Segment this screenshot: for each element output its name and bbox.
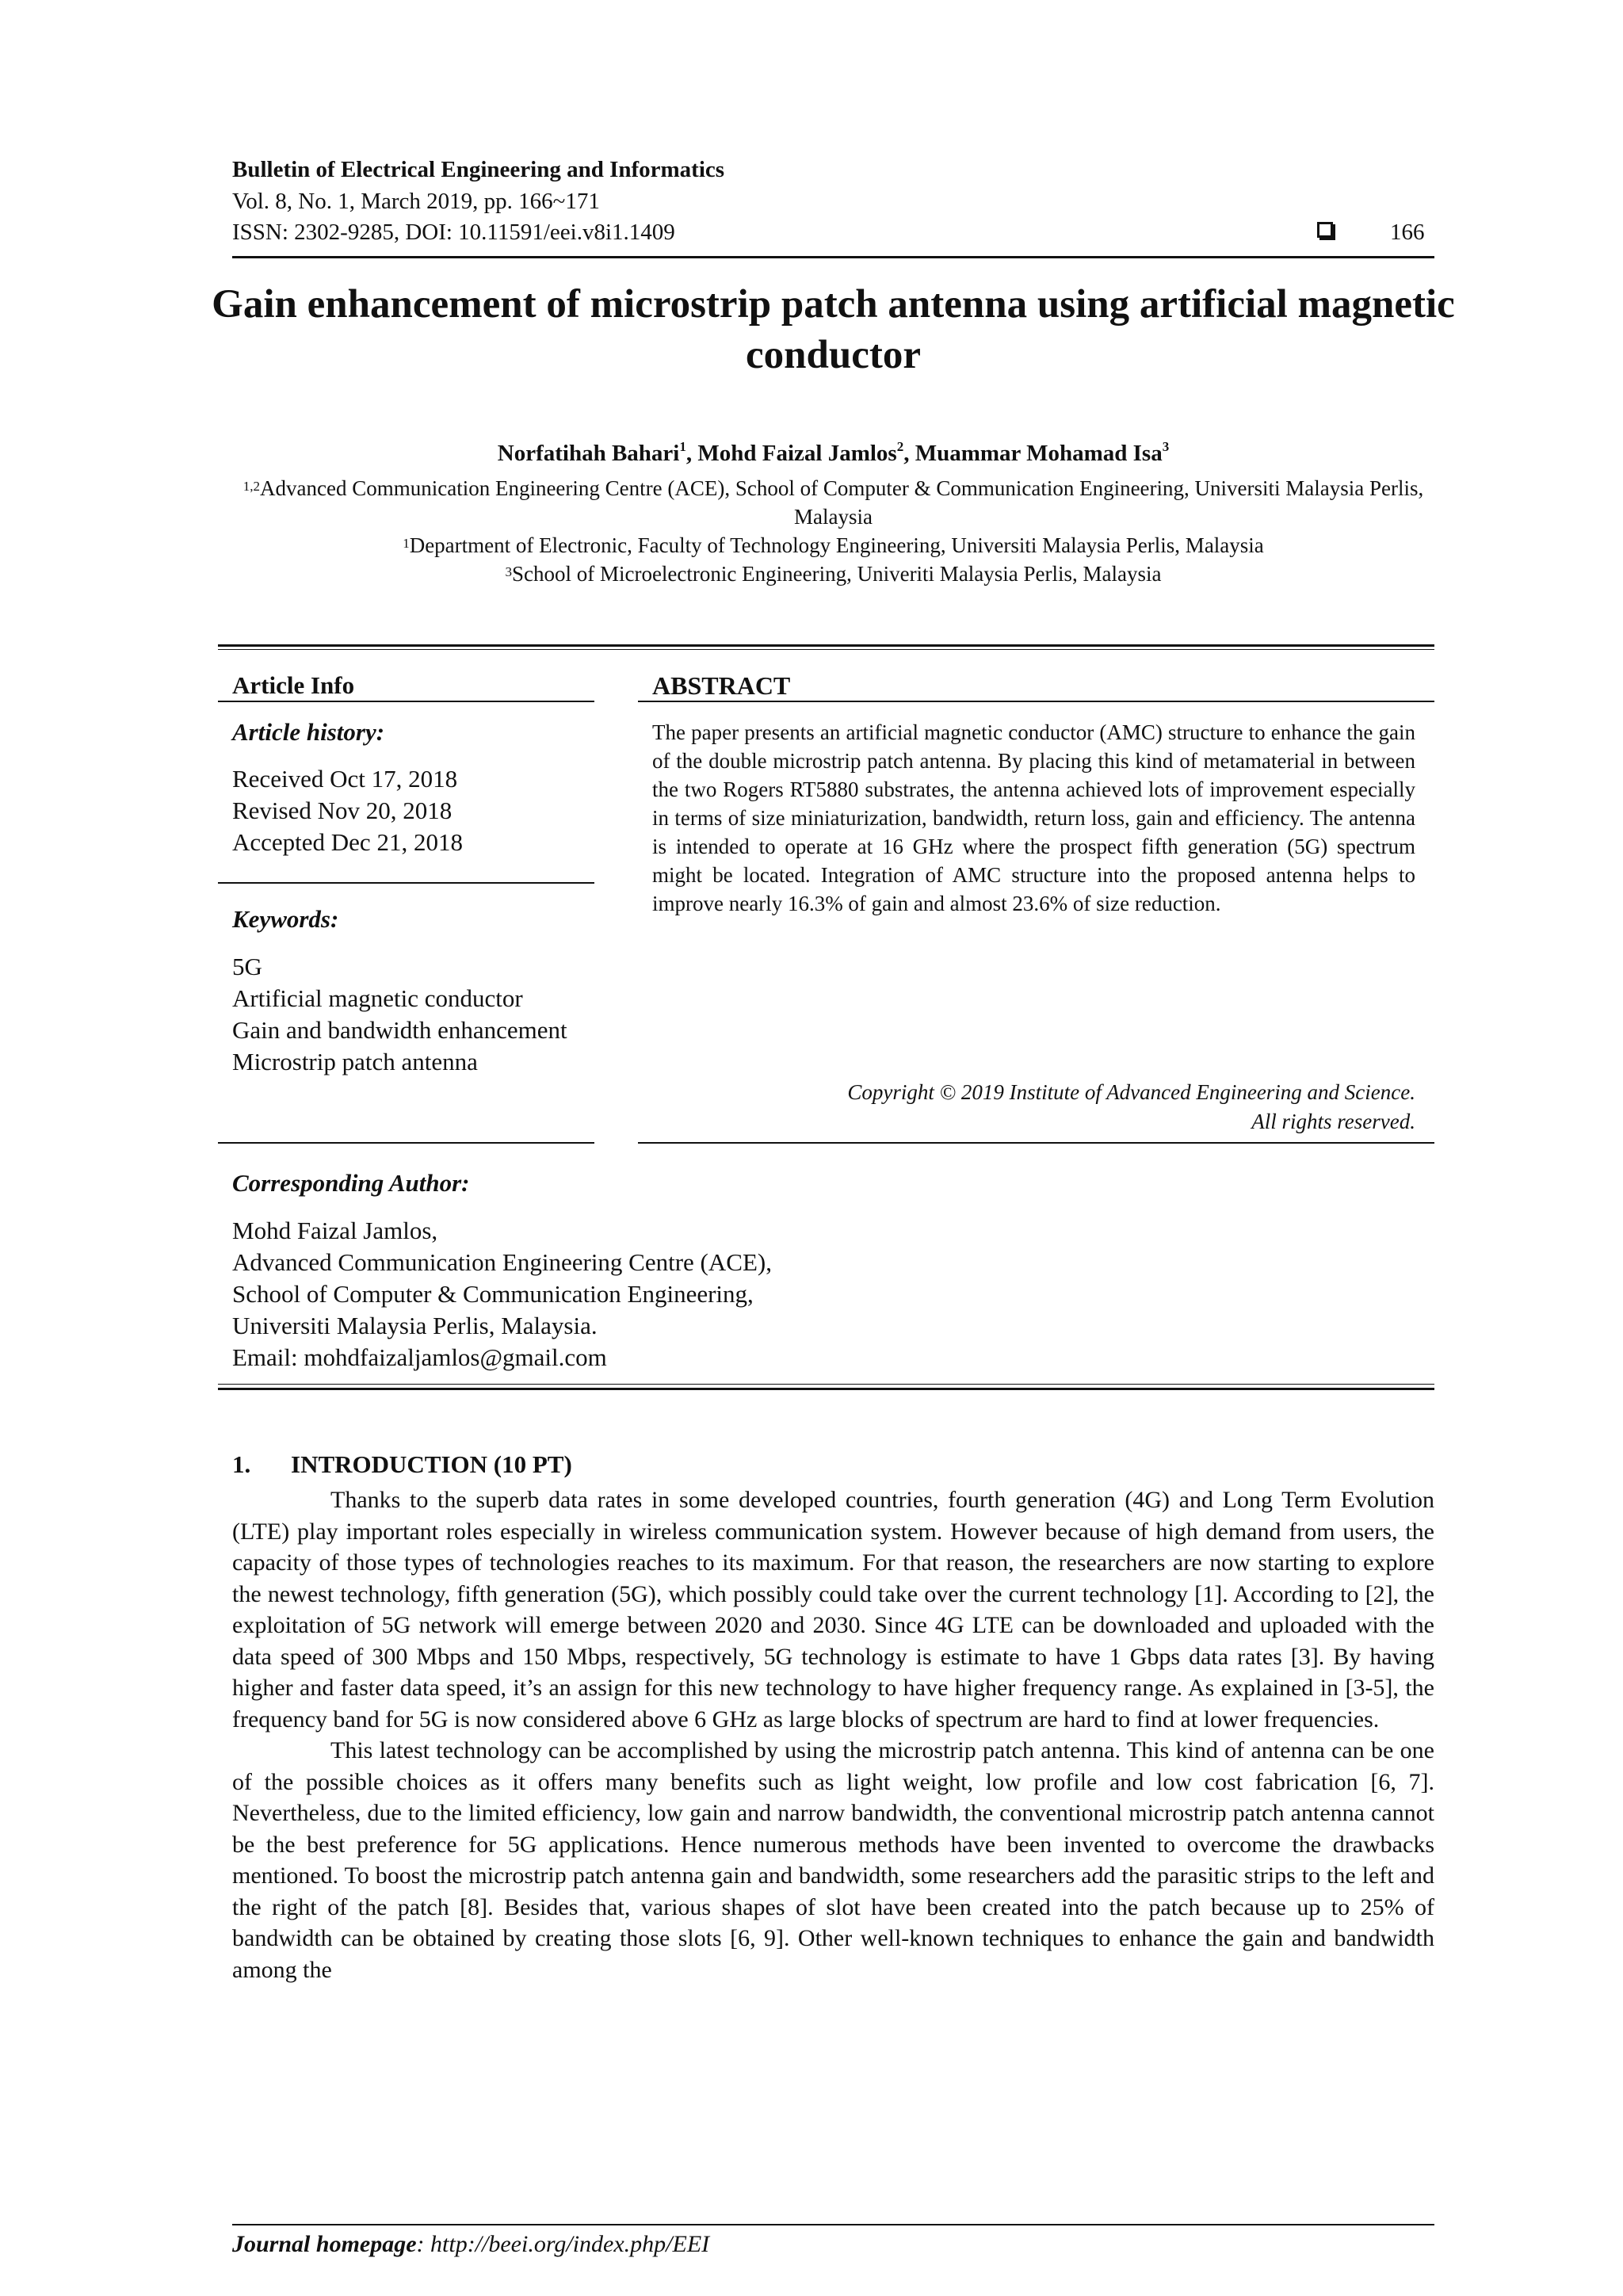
author-sup: 2 [896, 439, 904, 454]
corresponding-line: Universiti Malaysia Perlis, Malaysia. [232, 1312, 598, 1339]
footer-divider [232, 2224, 1434, 2225]
article-history-list [232, 763, 597, 858]
corresponding-email: Email: mohdfaizaljamlos@gmail.com [232, 1343, 607, 1371]
author-name: Norfatihah Bahari [497, 441, 680, 466]
affiliation [232, 560, 1434, 588]
history-item: Received Oct 17, 2018 [232, 765, 458, 793]
journal-volume-line: Vol. 8, No. 1, March 2019, pp. 166~171 [232, 189, 600, 214]
corresponding-line: School of Computer & Communication Engineering, [232, 1280, 754, 1308]
history-item: Revised Nov 20, 2018 [232, 797, 453, 824]
section-title: INTRODUCTION (10 PT) [291, 1450, 572, 1478]
affiliation-text: Department of Electronic, Faculty of Technology Engineering, Universiti Malaysia Perlis, Malaysia [409, 533, 1264, 557]
journal-name: Bulletin of Electrical Engineering and Informatics [232, 157, 725, 182]
keyword-item: Microstrip patch antenna [232, 1048, 478, 1075]
affiliation-text: School of Microelectronic Engineering, Univeriti Malaysia Perlis, Malaysia [511, 562, 1162, 586]
header-divider [232, 256, 1434, 258]
affiliation-sup: 3 [505, 564, 512, 579]
homepage-label: Journal homepage [232, 2231, 417, 2257]
affiliation-sup: 1,2 [242, 479, 261, 494]
paper-title: Gain enhancement of microstrip patch antenna using artificial magnetic conductor [212, 282, 1455, 377]
abstract-text: The paper presents an artificial magnetic conductor (AMC) structure to enhance the gain of the double microstrip patch antenna. By placing this kind of metamaterial in between the two Rogers RT5880 substrates, the antenna achieved lots of improvement especially in terms of size miniaturization, bandwidth, return loss, gain and efficiency. The antenna is intended to operate at 16 GHz where the prospect fifth generation (5G) spectrum might be located. Integration of AMC structure into the proposed antenna helps to improve nearly 16.3% of gain and almost 23.6% of size reduction. [652, 720, 1415, 915]
article-history-heading: Article history: [232, 718, 385, 746]
affiliation [232, 474, 1434, 531]
page-number: 166 [1390, 220, 1425, 245]
abstract-heading-rule [638, 701, 1434, 702]
history-item: Accepted Dec 21, 2018 [232, 828, 463, 856]
keyword-item: 5G [232, 953, 262, 980]
affiliation-text: Advanced Communication Engineering Centre (ACE), School of Computer & Communication Engineering, Universiti Malaysia Perlis, Malaysia [260, 476, 1424, 529]
infobox-top-rule-thin [218, 649, 1434, 650]
history-rule [218, 882, 594, 884]
homepage-url: : http://beei.org/index.php/EEI [416, 2231, 710, 2257]
keyword-item: Gain and bandwidth enhancement [232, 1016, 567, 1044]
infobox-bottom-rule-thin [218, 1384, 1434, 1385]
affiliation [232, 531, 1434, 560]
keywords-rule [218, 1142, 594, 1144]
copyright-line: Copyright © 2019 Institute of Advanced Engineering and Science. [847, 1080, 1415, 1104]
section-heading [232, 1450, 572, 1479]
square-bullet-icon [1317, 222, 1333, 238]
author-sup: 3 [1162, 439, 1170, 454]
infobox-top-rule [218, 644, 1434, 647]
affiliation-sup: 1 [403, 536, 410, 551]
journal-issn-line: ISSN: 2302-9285, DOI: 10.11591/eei.v8i1.1409 [232, 220, 675, 245]
keyword-item: Artificial magnetic conductor [232, 984, 523, 1012]
paragraph: Thanks to the superb data rates in some developed countries, fourth generation (4G) and Long Term Evolution (LTE) play important roles especially in wireless communication system. However because of high demand from users, the capacity of those types of technologies reaches to its maximum. For that reason, the researchers are now starting to explore the newest technology, fifth generation (5G), which possibly could take over the current technology [1]. According to [2], the exploitation of 5G network will emerge between 2020 and 2030. Since 4G LTE can be downloaded and uploaded with the data speed of 300 Mbps and 150 Mbps, respectively, 5G technology is estimate to have 1 Gbps data rates [3]. By having higher and faster data speed, it’s an assign for this new technology to have higher frequency range. As explained in [3-5], the frequency band for 5G is now considered above 6 GHz as large blocks of spectrum are hard to find at lower frequencies. [232, 1487, 1434, 1733]
journal-homepage [232, 2231, 709, 2258]
section-number: 1. [232, 1450, 251, 1478]
corresponding-line: Mohd Faizal Jamlos, [232, 1217, 438, 1244]
article-info-rule [218, 701, 594, 702]
author-name: Muammar Mohamad Isa [915, 441, 1163, 466]
author-sup: 1 [679, 439, 686, 454]
abstract-heading: ABSTRACT [652, 671, 791, 700]
infobox-bottom-rule [218, 1388, 1434, 1390]
keywords-list [232, 951, 597, 1078]
rights-line: All rights reserved. [1251, 1110, 1415, 1133]
article-info-heading: Article Info [232, 671, 355, 699]
corresponding-author-heading: Corresponding Author: [232, 1169, 470, 1197]
copyright-notice [652, 1078, 1415, 1137]
author-list: Norfatihah Bahari$^1$, Mohd Faizal Jamlos$^2$, Muammar Mohamad Isa$^3$ [497, 439, 1170, 466]
section-body [232, 1484, 1434, 1985]
keywords-heading: Keywords: [232, 905, 339, 933]
corresponding-line: Advanced Communication Engineering Centre (ACE), [232, 1248, 772, 1276]
corresponding-author-block [232, 1215, 772, 1373]
abstract-bottom-rule [638, 1142, 1434, 1144]
author-name: Mohd Faizal Jamlos [697, 441, 897, 466]
paragraph: This latest technology can be accomplished by using the microstrip patch antenna. This kind of antenna can be one of the possible choices as it offers many benefits such as light weight, low profile and low cost fabrication [6, 7]. Nevertheless, due to the limited efficiency, low gain and narrow bandwidth, the conventional microstrip patch antenna cannot be the best preference for 5G applications. Hence numerous methods have been invented to overcome the drawbacks mentioned. To boost the microstrip patch antenna gain and bandwidth, some researchers add the parasitic strips to the left and the right of the patch [8]. Besides that, various shapes of slot have been created into the patch because up to 25% of bandwidth can be obtained by creating those slots [6, 9]. Other well-known techniques to enhance the gain and bandwidth among the [232, 1737, 1434, 1983]
